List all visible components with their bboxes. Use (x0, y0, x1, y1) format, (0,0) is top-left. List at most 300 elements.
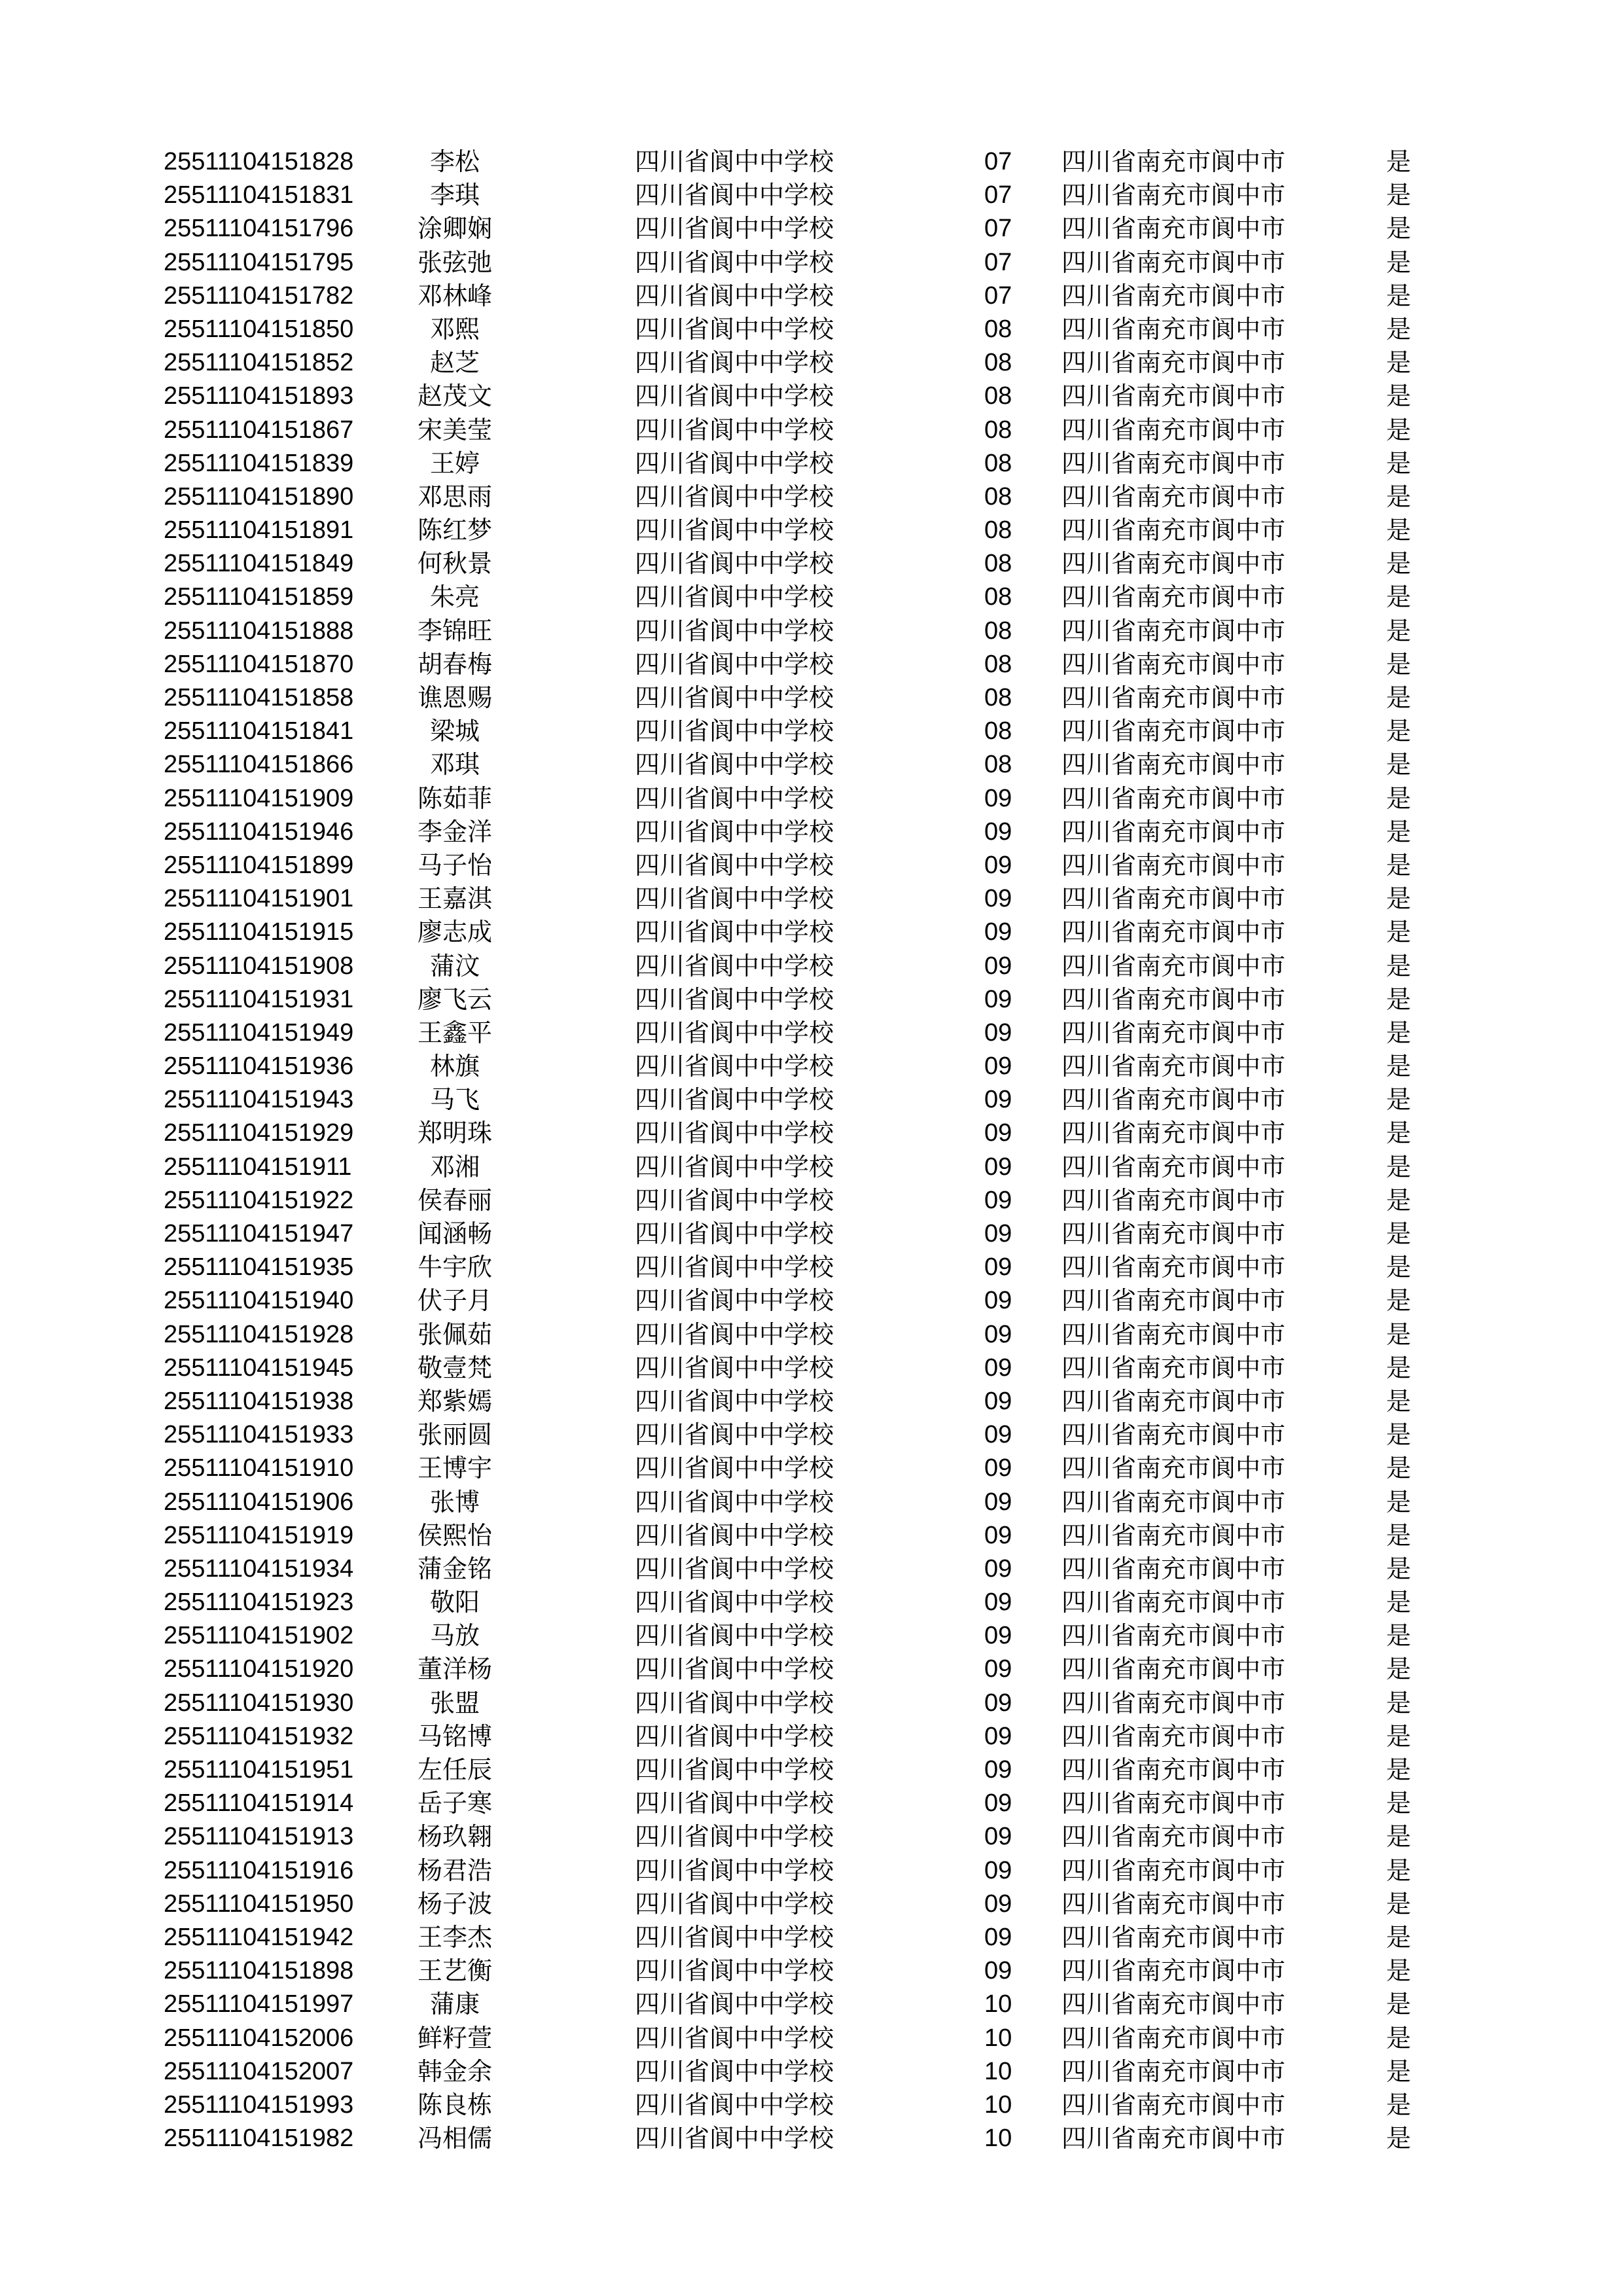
status-flag-cell: 是 (1386, 1588, 1412, 1617)
region-cell: 四川省南充市阆中市 (1061, 1353, 1286, 1382)
class-number-cell: 09 (984, 1119, 1012, 1147)
table-row (0, 1653, 1623, 1686)
status-flag-cell: 是 (1386, 583, 1412, 612)
status-flag-cell: 是 (1386, 683, 1412, 712)
status-flag-cell: 是 (1386, 1253, 1412, 1282)
region-cell: 四川省南充市阆中市 (1061, 1018, 1286, 1047)
status-flag-cell: 是 (1386, 382, 1412, 411)
student-name-cell: 马放 (429, 1621, 480, 1651)
table-row (0, 1820, 1623, 1854)
status-flag-cell: 是 (1386, 181, 1412, 210)
exam-id-cell: 25511104151899 (164, 851, 354, 879)
class-number-cell: 09 (984, 1320, 1012, 1348)
exam-id-cell: 25511104151916 (164, 1856, 354, 1884)
student-name-cell: 张佩茹 (417, 1319, 492, 1349)
table-row (0, 1083, 1623, 1117)
exam-id-cell: 25511104151828 (164, 148, 354, 175)
exam-id-cell: 25511104151859 (164, 583, 354, 611)
school-name-cell: 四川省阆中中学校 (635, 683, 834, 712)
status-flag-cell: 是 (1386, 1286, 1412, 1316)
class-number-cell: 09 (984, 1186, 1012, 1214)
school-name-cell: 四川省阆中中学校 (635, 2056, 834, 2086)
student-name-cell: 郑紫嫣 (417, 1386, 492, 1416)
region-cell: 四川省南充市阆中市 (1061, 1922, 1286, 1952)
student-name-cell: 李锦旺 (417, 616, 492, 645)
table-row (0, 1787, 1623, 1820)
class-number-cell: 09 (984, 1253, 1012, 1282)
student-name-cell: 蒲金铭 (417, 1554, 492, 1583)
region-cell: 四川省南充市阆中市 (1061, 918, 1286, 947)
region-cell: 四川省南充市阆中市 (1061, 1085, 1286, 1115)
student-name-cell: 马飞 (429, 1085, 480, 1115)
region-cell: 四川省南充市阆中市 (1061, 1219, 1286, 1248)
table-row (0, 715, 1623, 748)
class-number-cell: 09 (984, 784, 1012, 812)
table-row (0, 414, 1623, 447)
student-name-cell: 闻涵畅 (417, 1219, 492, 1248)
exam-id-cell: 25511104151850 (164, 315, 354, 343)
region-cell: 四川省南充市阆中市 (1061, 616, 1286, 645)
student-name-cell: 王艺衡 (417, 1956, 492, 1986)
table-row (0, 816, 1623, 849)
school-name-cell: 四川省阆中中学校 (635, 1353, 834, 1382)
region-cell: 四川省南充市阆中市 (1061, 2124, 1286, 2153)
table-row (0, 1318, 1623, 1352)
school-name-cell: 四川省阆中中学校 (635, 281, 834, 310)
status-flag-cell: 是 (1386, 516, 1412, 545)
table-row (0, 313, 1623, 346)
exam-id-cell: 25511104151928 (164, 1320, 354, 1348)
exam-id-cell: 25511104151946 (164, 817, 354, 846)
status-flag-cell: 是 (1386, 1688, 1412, 1717)
class-number-cell: 09 (984, 1789, 1012, 1818)
exam-id-cell: 25511104151891 (164, 516, 354, 545)
status-flag-cell: 是 (1386, 1922, 1412, 1952)
student-name-cell: 张博 (429, 1487, 480, 1516)
student-name-cell: 张盟 (429, 1688, 480, 1717)
region-cell: 四川省南充市阆中市 (1061, 2090, 1286, 2119)
school-name-cell: 四川省阆中中学校 (635, 415, 834, 444)
school-name-cell: 四川省阆中中学校 (635, 348, 834, 378)
status-flag-cell: 是 (1386, 1085, 1412, 1115)
table-row (0, 1921, 1623, 1954)
class-number-cell: 09 (984, 1287, 1012, 1315)
school-name-cell: 四川省阆中中学校 (635, 181, 834, 210)
school-name-cell: 四川省阆中中学校 (635, 1789, 834, 1818)
class-number-cell: 08 (984, 617, 1012, 645)
school-name-cell: 四川省阆中中学校 (635, 549, 834, 579)
exam-id-cell: 25511104151936 (164, 1052, 354, 1081)
table-row (0, 1586, 1623, 1619)
exam-id-cell: 25511104151997 (164, 1990, 354, 2018)
class-number-cell: 09 (984, 1923, 1012, 1951)
student-name-cell: 邓琪 (429, 750, 480, 780)
student-name-cell: 梁城 (429, 717, 480, 746)
class-number-cell: 09 (984, 1957, 1012, 1985)
student-name-cell: 王嘉淇 (417, 884, 492, 914)
status-flag-cell: 是 (1386, 1018, 1412, 1047)
table-row (0, 1418, 1623, 1452)
school-name-cell: 四川省阆中中学校 (635, 516, 834, 545)
table-row (0, 1016, 1623, 1050)
student-name-cell: 邓思雨 (417, 482, 492, 511)
student-name-cell: 胡春梅 (417, 649, 492, 679)
school-name-cell: 四川省阆中中学校 (635, 1219, 834, 1248)
exam-id-cell: 25511104151914 (164, 1789, 354, 1818)
student-name-cell: 陈红梦 (417, 516, 492, 545)
student-name-cell: 王鑫平 (417, 1018, 492, 1047)
status-flag-cell: 是 (1386, 616, 1412, 645)
region-cell: 四川省南充市阆中市 (1061, 1286, 1286, 1316)
table-row (0, 950, 1623, 983)
exam-id-cell: 25511104151929 (164, 1119, 354, 1147)
class-number-cell: 09 (984, 1823, 1012, 1851)
status-flag-cell: 是 (1386, 314, 1412, 344)
school-name-cell: 四川省阆中中学校 (635, 1655, 834, 1684)
student-name-cell: 蒲汶 (429, 951, 480, 980)
region-cell: 四川省南充市阆中市 (1061, 1052, 1286, 1081)
exam-id-cell: 25511104151982 (164, 2125, 354, 2153)
school-name-cell: 四川省阆中中学校 (635, 1085, 834, 1115)
school-name-cell: 四川省阆中中学校 (635, 247, 834, 277)
student-name-cell: 赵茂文 (417, 382, 492, 411)
school-name-cell: 四川省阆中中学校 (635, 1856, 834, 1885)
school-name-cell: 四川省阆中中学校 (635, 1520, 834, 1550)
class-number-cell: 10 (984, 2090, 1012, 2119)
region-cell: 四川省南充市阆中市 (1061, 750, 1286, 780)
exam-id-cell: 25511104151923 (164, 1588, 354, 1617)
region-cell: 四川省南充市阆中市 (1061, 850, 1286, 880)
school-name-cell: 四川省阆中中学校 (635, 214, 834, 243)
region-cell: 四川省南充市阆中市 (1061, 2056, 1286, 2086)
region-cell: 四川省南充市阆中市 (1061, 448, 1286, 478)
exam-id-cell: 25511104151910 (164, 1454, 354, 1482)
class-number-cell: 09 (984, 1387, 1012, 1415)
school-name-cell: 四川省阆中中学校 (635, 1922, 834, 1952)
exam-id-cell: 25511104151930 (164, 1689, 354, 1717)
exam-id-cell: 25511104151934 (164, 1554, 354, 1583)
region-cell: 四川省南充市阆中市 (1061, 984, 1286, 1014)
table-row (0, 2089, 1623, 2122)
exam-id-cell: 25511104151950 (164, 1890, 354, 1918)
class-number-cell: 08 (984, 516, 1012, 545)
class-number-cell: 09 (984, 1689, 1012, 1717)
region-cell: 四川省南充市阆中市 (1061, 415, 1286, 444)
class-number-cell: 09 (984, 1421, 1012, 1449)
exam-id-cell: 25511104151909 (164, 784, 354, 812)
school-name-cell: 四川省阆中中学校 (635, 1420, 834, 1450)
exam-id-cell: 25511104151931 (164, 985, 354, 1013)
student-name-cell: 蒲康 (429, 1990, 480, 2019)
exam-id-cell: 25511104151913 (164, 1823, 354, 1851)
region-cell: 四川省南充市阆中市 (1061, 1655, 1286, 1684)
student-name-cell: 陈良栋 (417, 2090, 492, 2119)
status-flag-cell: 是 (1386, 1152, 1412, 1181)
region-cell: 四川省南充市阆中市 (1061, 1520, 1286, 1550)
student-name-cell: 何秋景 (417, 549, 492, 579)
table-row (0, 179, 1623, 212)
exam-id-cell: 25511104151796 (164, 215, 354, 243)
school-name-cell: 四川省阆中中学校 (635, 1253, 834, 1282)
region-cell: 四川省南充市阆中市 (1061, 717, 1286, 746)
school-name-cell: 四川省阆中中学校 (635, 717, 834, 746)
student-name-cell: 林旗 (429, 1052, 480, 1081)
exam-id-cell: 25511104151993 (164, 2090, 354, 2119)
region-cell: 四川省南充市阆中市 (1061, 1487, 1286, 1516)
school-name-cell: 四川省阆中中学校 (635, 1721, 834, 1751)
exam-id-cell: 25511104151858 (164, 684, 354, 711)
table-row (0, 1217, 1623, 1251)
region-cell: 四川省南充市阆中市 (1061, 181, 1286, 210)
status-flag-cell: 是 (1386, 1386, 1412, 1416)
exam-id-cell: 25511104151949 (164, 1018, 354, 1047)
exam-id-cell: 25511104151951 (164, 1756, 354, 1784)
region-cell: 四川省南充市阆中市 (1061, 649, 1286, 679)
school-name-cell: 四川省阆中中学校 (635, 1386, 834, 1416)
school-name-cell: 四川省阆中中学校 (635, 2090, 834, 2119)
class-number-cell: 07 (984, 181, 1012, 209)
school-name-cell: 四川省阆中中学校 (635, 1990, 834, 2019)
table-row (0, 1385, 1623, 1418)
region-cell: 四川省南充市阆中市 (1061, 583, 1286, 612)
region-cell: 四川省南充市阆中市 (1061, 1386, 1286, 1416)
region-cell: 四川省南充市阆中市 (1061, 281, 1286, 310)
exam-id-cell: 25511104151870 (164, 650, 354, 678)
status-flag-cell: 是 (1386, 918, 1412, 947)
exam-id-cell: 25511104151932 (164, 1722, 354, 1750)
status-flag-cell: 是 (1386, 1621, 1412, 1651)
status-flag-cell: 是 (1386, 1889, 1412, 1918)
exam-id-cell: 25511104151919 (164, 1521, 354, 1549)
region-cell: 四川省南充市阆中市 (1061, 1856, 1286, 1885)
region-cell: 四川省南充市阆中市 (1061, 1319, 1286, 1349)
table-row (0, 1619, 1623, 1653)
table-row (0, 212, 1623, 245)
table-row (0, 279, 1623, 313)
class-number-cell: 09 (984, 1554, 1012, 1583)
student-name-cell: 邓湘 (429, 1152, 480, 1181)
class-number-cell: 07 (984, 248, 1012, 276)
class-number-cell: 08 (984, 550, 1012, 578)
region-cell: 四川省南充市阆中市 (1061, 348, 1286, 378)
student-name-cell: 王婷 (429, 448, 480, 478)
class-number-cell: 08 (984, 349, 1012, 377)
table-row (0, 1720, 1623, 1753)
student-name-cell: 邓林峰 (417, 281, 492, 310)
status-flag-cell: 是 (1386, 281, 1412, 310)
region-cell: 四川省南充市阆中市 (1061, 314, 1286, 344)
status-flag-cell: 是 (1386, 1856, 1412, 1885)
exam-id-cell: 25511104151839 (164, 449, 354, 477)
student-name-cell: 杨子波 (417, 1889, 492, 1918)
class-number-cell: 07 (984, 281, 1012, 310)
status-flag-cell: 是 (1386, 817, 1412, 846)
school-name-cell: 四川省阆中中学校 (635, 850, 834, 880)
school-name-cell: 四川省阆中中学校 (635, 1487, 834, 1516)
class-number-cell: 08 (984, 382, 1012, 410)
table-row (0, 346, 1623, 380)
class-number-cell: 08 (984, 449, 1012, 477)
student-name-cell: 李琪 (429, 181, 480, 210)
exam-id-cell: 25511104151902 (164, 1622, 354, 1650)
table-row (0, 1284, 1623, 1318)
exam-id-cell: 25511104151938 (164, 1387, 354, 1415)
student-name-cell: 董洋杨 (417, 1655, 492, 1684)
class-number-cell: 08 (984, 583, 1012, 611)
status-flag-cell: 是 (1386, 1655, 1412, 1684)
school-name-cell: 四川省阆中中学校 (635, 884, 834, 914)
school-name-cell: 四川省阆中中学校 (635, 314, 834, 344)
table-row (0, 648, 1623, 681)
exam-id-cell: 25511104151947 (164, 1220, 354, 1247)
school-name-cell: 四川省阆中中学校 (635, 817, 834, 846)
student-name-cell: 王李杰 (417, 1922, 492, 1952)
status-flag-cell: 是 (1386, 415, 1412, 444)
student-name-cell: 杨君浩 (417, 1856, 492, 1885)
table-row (0, 748, 1623, 781)
table-row (0, 2055, 1623, 2089)
status-flag-cell: 是 (1386, 984, 1412, 1014)
region-cell: 四川省南充市阆中市 (1061, 1454, 1286, 1483)
class-number-cell: 09 (984, 1052, 1012, 1081)
class-number-cell: 09 (984, 1488, 1012, 1516)
student-name-cell: 牛宇欣 (417, 1253, 492, 1282)
table-row (0, 246, 1623, 279)
status-flag-cell: 是 (1386, 1721, 1412, 1751)
table-row (0, 782, 1623, 816)
table-row (0, 2122, 1623, 2155)
table-row (0, 1352, 1623, 1385)
school-name-cell: 四川省阆中中学校 (635, 783, 834, 813)
exam-id-cell: 25511104151841 (164, 717, 354, 745)
table-row (0, 1050, 1623, 1083)
school-name-cell: 四川省阆中中学校 (635, 918, 834, 947)
school-name-cell: 四川省阆中中学校 (635, 1052, 834, 1081)
status-flag-cell: 是 (1386, 951, 1412, 980)
school-name-cell: 四川省阆中中学校 (635, 1889, 834, 1918)
school-name-cell: 四川省阆中中学校 (635, 1454, 834, 1483)
region-cell: 四川省南充市阆中市 (1061, 1889, 1286, 1918)
student-name-cell: 张丽圆 (417, 1420, 492, 1450)
exam-id-cell: 25511104151890 (164, 482, 354, 511)
status-flag-cell: 是 (1386, 1420, 1412, 1450)
status-flag-cell: 是 (1386, 348, 1412, 378)
region-cell: 四川省南充市阆中市 (1061, 482, 1286, 511)
class-number-cell: 08 (984, 315, 1012, 343)
school-name-cell: 四川省阆中中学校 (635, 1185, 834, 1215)
class-number-cell: 09 (984, 817, 1012, 846)
region-cell: 四川省南充市阆中市 (1061, 2023, 1286, 2053)
table-row (0, 1854, 1623, 1888)
student-name-cell: 邓熙 (429, 314, 480, 344)
region-cell: 四川省南充市阆中市 (1061, 1588, 1286, 1617)
class-number-cell: 10 (984, 2024, 1012, 2052)
status-flag-cell: 是 (1386, 147, 1412, 176)
class-number-cell: 09 (984, 1588, 1012, 1617)
table-row (0, 1452, 1623, 1485)
class-number-cell: 09 (984, 1622, 1012, 1650)
student-name-cell: 陈茹菲 (417, 783, 492, 813)
student-name-cell: 敬壹梵 (417, 1353, 492, 1382)
status-flag-cell: 是 (1386, 1353, 1412, 1382)
class-number-cell: 10 (984, 1990, 1012, 2018)
exam-id-cell: 25511104151898 (164, 1957, 354, 1985)
exam-id-cell: 25511104152006 (164, 2024, 354, 2052)
class-number-cell: 07 (984, 148, 1012, 175)
class-number-cell: 09 (984, 1454, 1012, 1482)
table-row (0, 514, 1623, 547)
class-number-cell: 09 (984, 918, 1012, 946)
exam-id-cell: 25511104151908 (164, 952, 354, 980)
region-cell: 四川省南充市阆中市 (1061, 1554, 1286, 1583)
region-cell: 四川省南充市阆中市 (1061, 247, 1286, 277)
school-name-cell: 四川省阆中中学校 (635, 1286, 834, 1316)
status-flag-cell: 是 (1386, 1219, 1412, 1248)
school-name-cell: 四川省阆中中学校 (635, 951, 834, 980)
student-name-cell: 涂卿娴 (417, 214, 492, 243)
table-row (0, 480, 1623, 514)
status-flag-cell: 是 (1386, 2124, 1412, 2153)
status-flag-cell: 是 (1386, 1990, 1412, 2019)
class-number-cell: 09 (984, 1856, 1012, 1884)
region-cell: 四川省南充市阆中市 (1061, 214, 1286, 243)
region-cell: 四川省南充市阆中市 (1061, 1152, 1286, 1181)
class-number-cell: 09 (984, 885, 1012, 913)
class-number-cell: 10 (984, 2057, 1012, 2085)
school-name-cell: 四川省阆中中学校 (635, 482, 834, 511)
class-number-cell: 08 (984, 717, 1012, 745)
school-name-cell: 四川省阆中中学校 (635, 984, 834, 1014)
table-row (0, 1519, 1623, 1552)
student-name-cell: 张弦弛 (417, 247, 492, 277)
table-row (0, 615, 1623, 648)
status-flag-cell: 是 (1386, 482, 1412, 511)
region-cell: 四川省南充市阆中市 (1061, 884, 1286, 914)
status-flag-cell: 是 (1386, 1119, 1412, 1148)
class-number-cell: 09 (984, 1521, 1012, 1549)
status-flag-cell: 是 (1386, 2056, 1412, 2086)
class-number-cell: 09 (984, 1018, 1012, 1047)
exam-id-cell: 25511104152007 (164, 2057, 354, 2085)
class-number-cell: 08 (984, 684, 1012, 711)
class-number-cell: 09 (984, 952, 1012, 980)
region-cell: 四川省南充市阆中市 (1061, 1621, 1286, 1651)
student-name-cell: 杨玖翱 (417, 1822, 492, 1852)
table-row (0, 547, 1623, 581)
table-row (0, 2022, 1623, 2055)
table-row (0, 1552, 1623, 1586)
class-number-cell: 09 (984, 1086, 1012, 1114)
exam-id-cell: 25511104151867 (164, 416, 354, 444)
class-number-cell: 08 (984, 482, 1012, 511)
table-row (0, 1687, 1623, 1720)
exam-id-cell: 25511104151943 (164, 1086, 354, 1114)
status-flag-cell: 是 (1386, 1454, 1412, 1483)
class-number-cell: 09 (984, 1220, 1012, 1247)
status-flag-cell: 是 (1386, 247, 1412, 277)
status-flag-cell: 是 (1386, 850, 1412, 880)
school-name-cell: 四川省阆中中学校 (635, 1822, 834, 1852)
student-name-cell: 马子怡 (417, 850, 492, 880)
region-cell: 四川省南充市阆中市 (1061, 683, 1286, 712)
student-name-cell: 王博宇 (417, 1454, 492, 1483)
table-row (0, 1753, 1623, 1787)
status-flag-cell: 是 (1386, 1822, 1412, 1852)
table-row (0, 849, 1623, 882)
region-cell: 四川省南充市阆中市 (1061, 1119, 1286, 1148)
student-name-cell: 廖志成 (417, 918, 492, 947)
exam-id-cell: 25511104151920 (164, 1655, 354, 1683)
